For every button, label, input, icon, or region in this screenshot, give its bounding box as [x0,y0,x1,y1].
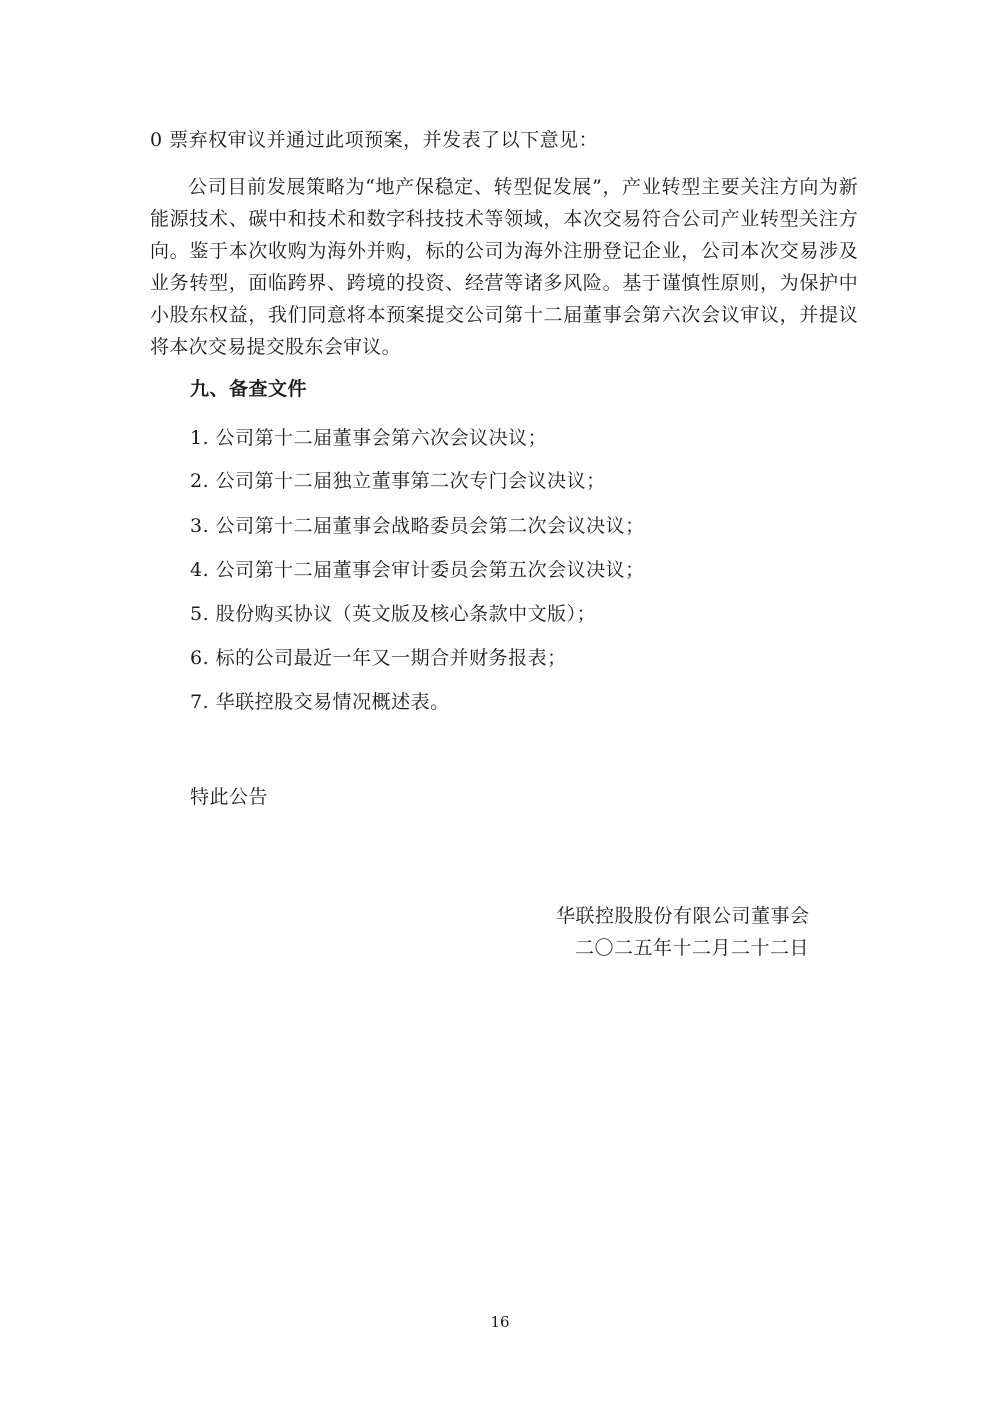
page-number: 16 [490,1313,510,1331]
body-first-line: 0 票弃权审议并通过此项预案，并发表了以下意见： [150,129,599,151]
signature-date: 二〇二五年十二月二十二日 [575,937,810,959]
list-item: 7. 华联控股交易情况概述表。 [190,691,450,713]
signatory: 华联控股股份有限公司董事会 [556,905,810,927]
list-item: 2. 公司第十二届独立董事第二次专门会议决议； [190,470,606,492]
announcement-closing: 特此公告 [190,786,269,808]
list-item: 5. 股份购买协议（英文版及核心条款中文版）； [190,603,597,625]
list-item: 4. 公司第十二届董事会审计委员会第五次会议决议； [190,559,645,581]
list-item: 6. 标的公司最近一年又一期合并财务报表； [190,647,567,669]
list-item: 1. 公司第十二届董事会第六次会议决议； [190,427,548,449]
section-heading: 九、备查文件 [190,378,308,400]
list-item: 3. 公司第十二届董事会战略委员会第二次会议决议； [190,515,645,537]
opinion-paragraph: 公司目前发展策略为“地产保稳定、转型促发展”，产业转型主要关注方向为新能源技术、碳中和技术和数字科技技术等领域，本次交易符合公司产业转型关注方向。鉴于本次收购为海外并购，标的公司为海外注册登记企业，公司本次交易涉及业务转型，面临跨界、跨境的投资、经营等诸多风险。基于谨慎性原则，为保护中小股东权益，我们同意将本预案提交公司第十二届董事会第六次会议审议，并提议将本次交易提交股东会审议。 [150,176,858,358]
